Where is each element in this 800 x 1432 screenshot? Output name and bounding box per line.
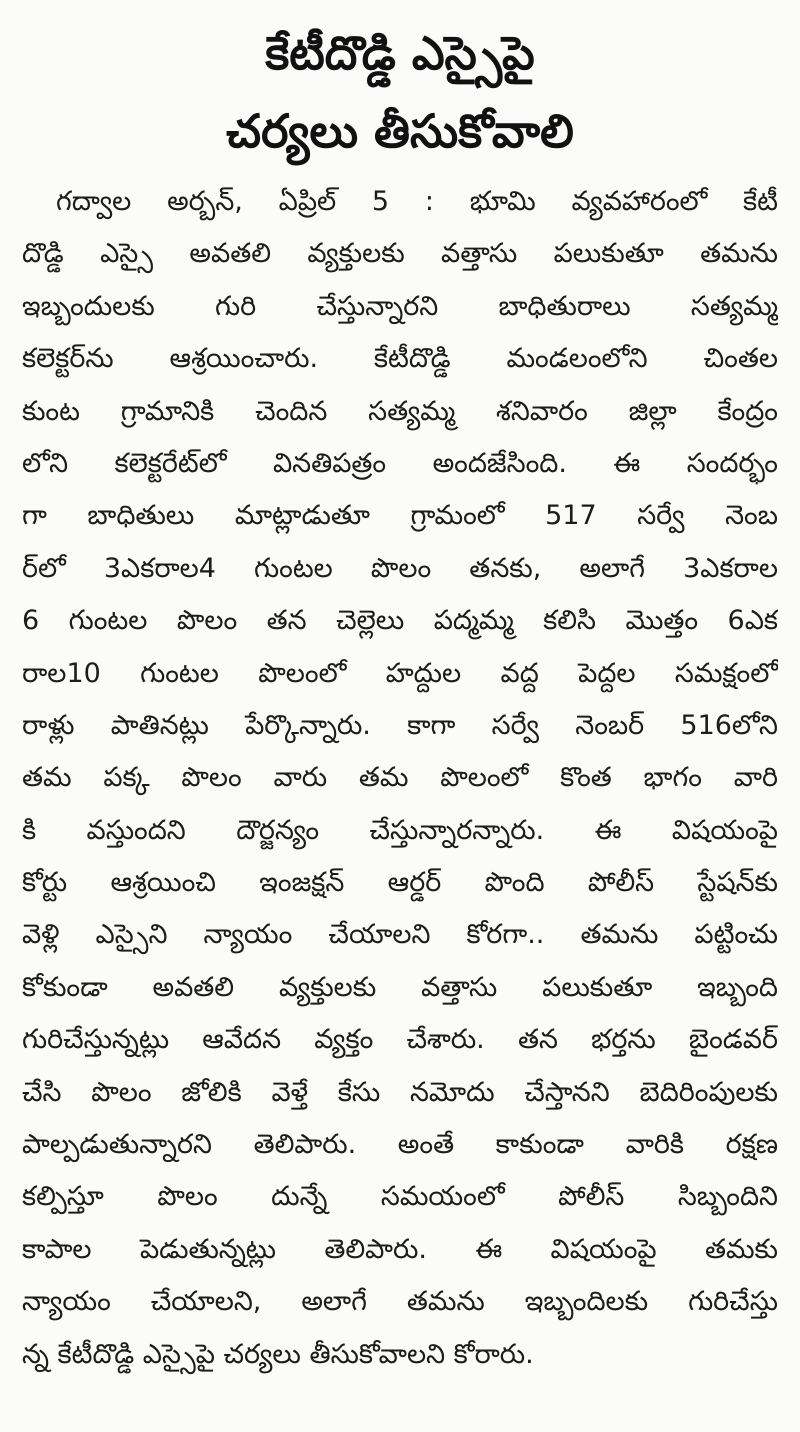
body-line: కి వస్తుందని దౌర్జన్యం చేస్తున్నారన్నారు. ఈ విషయంపై xyxy=(22,814,778,846)
body-line: కోకుండా అవతలి వ్యక్తులకు వత్తాసు పలుకుతూ ఇబ్బంది xyxy=(22,971,778,1003)
body-line: కాపాల పెడుతున్నట్లు తెలిపారు. ఈ విషయంపై తమకు xyxy=(22,1233,778,1265)
headline-line-2: చర్యలు తీసుకోవాలి xyxy=(226,104,574,158)
body-line: న్యాయం చేయాలని, అలాగే తమను ఇబ్బందిలకు గురిచేస్తు xyxy=(22,1286,778,1318)
body-line: గా బాధితులు మాట్లాడుతూ గ్రామంలో 517 సర్వే నెంబ xyxy=(22,500,778,532)
body-line: గద్వాల అర్బన్, ఏప్రిల్ 5 : భూమి వ్యవహారంలో కేటీ xyxy=(56,186,778,217)
body-line: ఇబ్బందులకు గురి చేస్తున్నారని బాధితురాలు సత్యమ్మ xyxy=(22,290,778,322)
body-line: చేసి పొలం జోలికి వెళ్తే కేసు నమోదు చేస్తానని బెదిరింపులకు xyxy=(22,1076,778,1108)
headline-line-1: కేటీదొడ్డి ఎస్సైపై xyxy=(265,26,535,80)
body-line: కోర్టు ఆశ్రయించి ఇంజక్షన్ ఆర్డర్ పొంది పోలీస్ స్టేషన్‌కు xyxy=(22,867,778,899)
body-line: కల్పిస్తూ పొలం దున్నే సమయంలో పోలీస్ సిబ్బందిని xyxy=(22,1181,778,1213)
body-line: గురిచేస్తున్నట్లు ఆవేదన వ్యక్తం చేశారు. తన భర్తను బైండవర్ xyxy=(22,1024,778,1056)
body-line: తమ పక్క పొలం వారు తమ పొలంలో కొంత భాగం వారి xyxy=(22,762,778,794)
body-line: న్న కేటీదొడ్డి ఎస్సైపై చర్యలు తీసుకోవాలని కోరారు. xyxy=(22,1338,534,1370)
body-line: కుంట గ్రామానికి చెందిన సత్యమ్మ శనివారం జిల్లా కేంద్రం xyxy=(22,395,778,427)
body-line: రాల10 గుంటల పొలంలో హద్దుల వద్ద పెద్దల సమక్షంలో xyxy=(22,657,778,689)
body-line: ర్‌లో 3ఎకరాల4 గుంటల పొలం తనకు, అలాగే 3ఎకరాల xyxy=(22,552,778,584)
body-line: రాళ్లు పాతినట్లు పేర్కొన్నారు. కాగా సర్వే నెంబర్ 516లోని xyxy=(22,709,778,741)
body-line: దొడ్డి ఎస్సై అవతలి వ్యక్తులకు వత్తాసు పలుకుతూ తమను xyxy=(22,238,778,270)
body-line: పాల్పడుతున్నారని తెలిపారు. అంతే కాకుండా వారికి రక్షణ xyxy=(22,1129,778,1161)
body-line: లోని కలెక్టరేట్‌లో వినతిపత్రం అందజేసింది. ఈ సందర్భం xyxy=(22,447,778,479)
article-body xyxy=(22,176,778,1381)
article-headline xyxy=(22,22,778,162)
body-line: కలెక్టర్‌ను ఆశ్రయించారు. కేటీదొడ్డి మండలంలోని చింతల xyxy=(22,343,778,375)
body-line: వెళ్లి ఎస్సైని న్యాయం చేయాలని కోరగా.. తమను పట్టించు xyxy=(22,919,778,951)
body-line: 6 గుంటల పొలం తన చెల్లెలు పద్మమ్మ కలిసి మొత్తం 6ఎక xyxy=(22,605,778,637)
